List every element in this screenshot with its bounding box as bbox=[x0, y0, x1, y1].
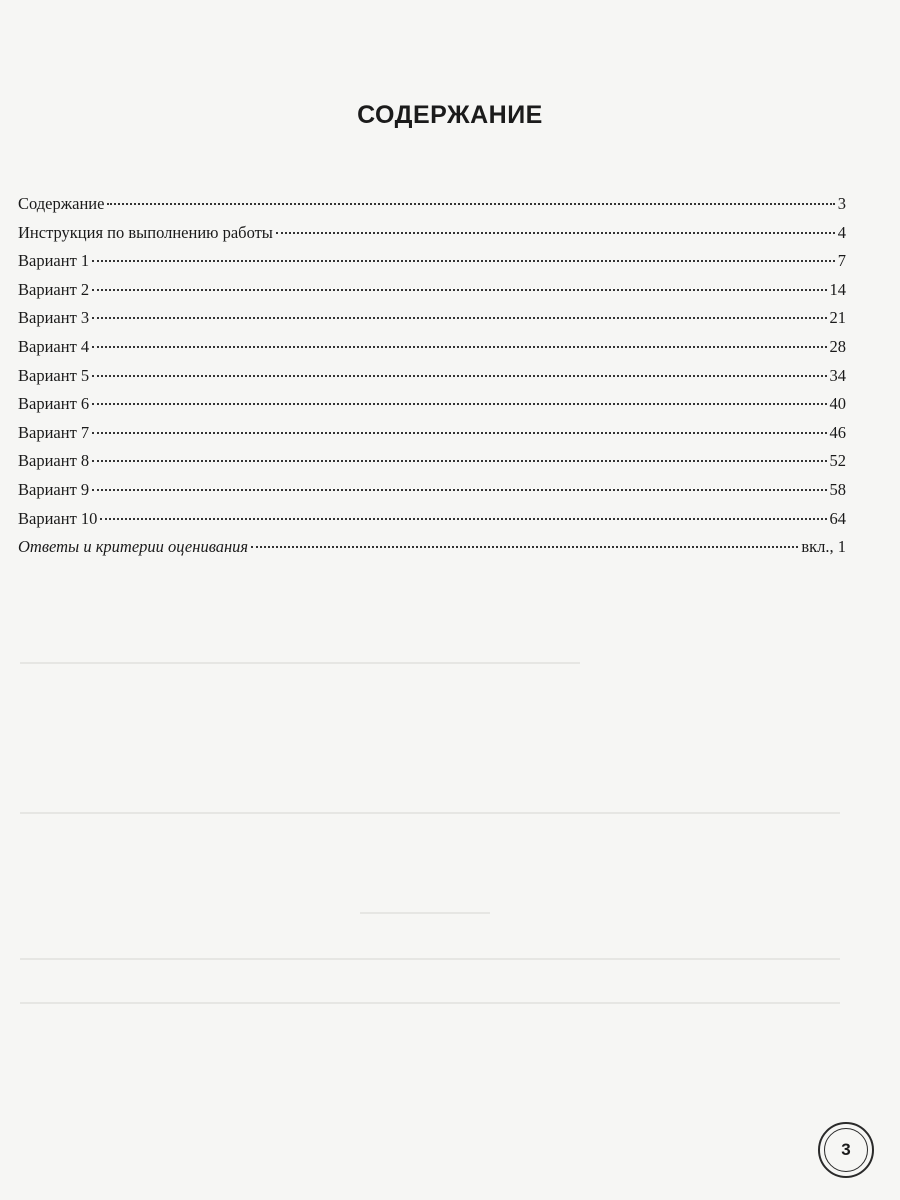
toc-entry[interactable] bbox=[18, 247, 846, 276]
toc-entry-answers[interactable] bbox=[18, 533, 846, 562]
toc-entry[interactable] bbox=[18, 390, 846, 419]
toc-entry-page: 64 bbox=[829, 508, 846, 528]
toc-dot-leader bbox=[107, 203, 834, 205]
bleed-through-mark bbox=[360, 912, 490, 914]
toc-dot-leader bbox=[92, 317, 826, 319]
toc-entry[interactable] bbox=[18, 304, 846, 333]
toc-dot-leader bbox=[92, 432, 826, 434]
toc-dot-leader bbox=[92, 489, 826, 491]
toc-dot-leader bbox=[251, 546, 798, 548]
toc-entry-page: 58 bbox=[829, 479, 846, 499]
toc-entry-page: 21 bbox=[829, 308, 846, 328]
toc-dot-leader bbox=[100, 518, 826, 520]
toc-dot-leader bbox=[92, 289, 826, 291]
toc-entry-label: Вариант 10 bbox=[18, 508, 98, 528]
toc-dot-leader bbox=[92, 346, 826, 348]
toc-entry-page: 40 bbox=[829, 394, 846, 414]
toc-entry-label: Содержание bbox=[18, 194, 105, 213]
toc-entry[interactable] bbox=[18, 276, 846, 305]
toc-entry-label: Вариант 2 bbox=[18, 279, 90, 299]
bleed-through-mark bbox=[20, 1002, 840, 1004]
toc-dot-leader bbox=[92, 403, 826, 405]
toc-entry-label: Инструкция по выполнению работы bbox=[18, 222, 273, 242]
toc-entry-page: 46 bbox=[829, 422, 846, 442]
toc-entry[interactable] bbox=[18, 505, 846, 534]
toc-entry-page: 28 bbox=[829, 336, 846, 356]
toc-dot-leader bbox=[92, 460, 826, 462]
toc-entry-label: Ответы и критерии оценивания bbox=[18, 537, 249, 557]
bleed-through-mark bbox=[20, 662, 580, 664]
toc-entry-page: 4 bbox=[837, 222, 846, 242]
toc-entry-label: Вариант 3 bbox=[18, 308, 90, 328]
toc-entry[interactable] bbox=[18, 333, 846, 362]
toc-entry-page: 34 bbox=[829, 365, 846, 385]
toc-entry[interactable] bbox=[18, 190, 846, 219]
toc-entry-label: Вариант 6 bbox=[18, 394, 90, 414]
toc-entry[interactable] bbox=[18, 362, 846, 391]
toc-entry-page: 7 bbox=[837, 251, 846, 271]
page-title: СОДЕРЖАНИЕ bbox=[357, 100, 543, 129]
toc-entry-page: 52 bbox=[829, 451, 846, 471]
toc-dot-leader bbox=[92, 375, 826, 377]
page-number-badge bbox=[818, 1122, 874, 1178]
toc-entry-page: 3 bbox=[837, 194, 846, 213]
toc-entry-label: Вариант 9 bbox=[18, 479, 90, 499]
toc-entry[interactable] bbox=[18, 447, 846, 476]
toc-entry[interactable] bbox=[18, 476, 846, 505]
toc-entry-label: Вариант 1 bbox=[18, 251, 90, 271]
toc-entry[interactable] bbox=[18, 219, 846, 248]
toc-dot-leader bbox=[92, 260, 835, 262]
toc-entry[interactable] bbox=[18, 419, 846, 448]
toc-entry-page: вкл., 1 bbox=[801, 537, 846, 557]
toc-entry-label: Вариант 5 bbox=[18, 365, 90, 385]
toc-entry-label: Вариант 4 bbox=[18, 336, 90, 356]
toc-entry-label: Вариант 7 bbox=[18, 422, 90, 442]
bleed-through-mark bbox=[20, 812, 840, 814]
toc-dot-leader bbox=[276, 232, 835, 234]
table-of-contents bbox=[18, 190, 846, 562]
toc-entry-label: Вариант 8 bbox=[18, 451, 90, 471]
page-number: 3 bbox=[824, 1128, 868, 1172]
toc-entry-page: 14 bbox=[829, 279, 846, 299]
bleed-through-mark bbox=[20, 958, 840, 960]
